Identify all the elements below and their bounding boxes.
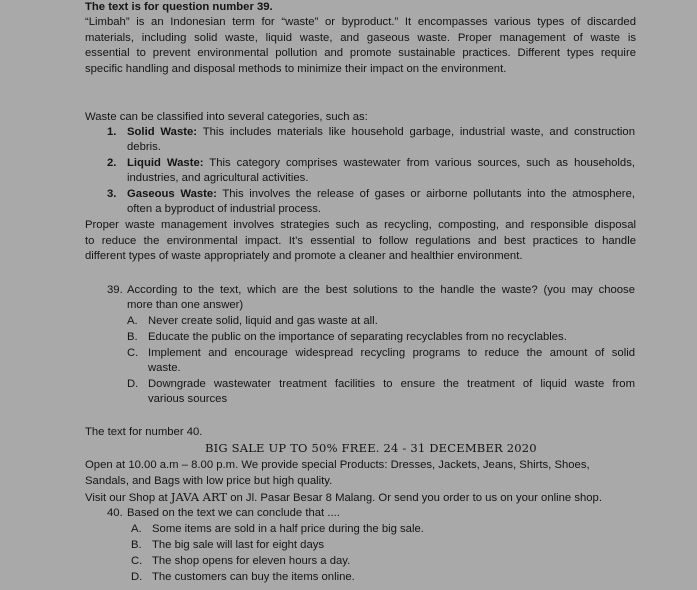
option-d[interactable]: The customers can buy the items online.: [152, 571, 355, 583]
option-letter: A.: [127, 315, 138, 327]
question-39-reference: The text is for question number 39.: [85, 1, 273, 13]
intro-line: essential to prevent environmental pollution and promote sustainable practices. Different types require: [85, 47, 636, 59]
closing-line: to reduce the environmental impact. It’s essential to follow regulations and best practices to handle: [85, 235, 636, 247]
option-letter: C.: [131, 555, 143, 567]
category-desc-cont: industries, and agricultural activities.: [127, 172, 309, 184]
category-desc-cont: often a byproduct of industrial process.: [127, 203, 322, 215]
visit-line: [85, 490, 602, 506]
list-number: 1.: [107, 126, 117, 138]
question-number: 39.: [107, 284, 123, 296]
sale-headline: BIG SALE UP TO 50% FREE. 24 - 31 DECEMBER 2020: [205, 441, 537, 455]
category-desc-cont: debris.: [127, 141, 161, 153]
option-a[interactable]: Never create solid, liquid and gas waste at all.: [148, 315, 378, 327]
option-c[interactable]: Implement and encourage widespread recycling programs to reduce the amount of solid: [148, 347, 635, 359]
option-b[interactable]: The big sale will last for eight days: [152, 539, 325, 551]
category-term: Liquid Waste:: [127, 157, 204, 169]
category-desc: This includes materials like household garbage, industrial waste, and construction: [202, 126, 636, 138]
intro-line: “Limbah” is an Indonesian term for “waste” or byproduct.” It encompasses various types of discarded: [85, 16, 636, 28]
category-desc: This involves the release of gases or airborne pollutants into the atmosphere,: [222, 188, 635, 200]
closing-line: Proper waste management involves strategies such as recycling, composting, and responsible disposal: [85, 219, 636, 231]
option-c-cont[interactable]: waste.: [148, 362, 181, 374]
intro-line: specific handling and disposal methods to minimize their impact on the environment.: [85, 63, 507, 75]
category-desc: This category comprises wastewater from various sources, such as households,: [209, 157, 635, 169]
visit-pre: Visit our Shop at: [85, 492, 171, 504]
list-number: 2.: [107, 157, 117, 169]
option-letter: C.: [127, 347, 139, 359]
closing-line: different types of waste appropriately and promote a cleaner and healthier environment.: [85, 250, 523, 262]
option-letter: A.: [131, 523, 142, 535]
question-stem-cont: more than one answer): [127, 299, 244, 311]
option-b[interactable]: Educate the public on the importance of separating recyclables from no recyclables.: [148, 331, 567, 343]
question-number: 40.: [107, 507, 123, 519]
option-d[interactable]: Downgrade wastewater treatment facilities to ensure the treatment of liquid waste from: [148, 378, 635, 390]
question-stem: Based on the text we can conclude that ....: [127, 507, 340, 519]
category-term: Solid Waste:: [127, 126, 198, 138]
option-a[interactable]: Some items are sold in a half price during the big sale.: [152, 523, 424, 535]
visit-post: on Jl. Pasar Besar 8 Malang. Or send you order to us on your online shop.: [227, 492, 602, 504]
sale-body-cont: Sandals, and Bags with low price but high quality.: [85, 475, 333, 487]
question-stem: According to the text, which are the best solutions to the handle the waste? (you may choose: [127, 284, 635, 296]
list-number: 3.: [107, 188, 117, 200]
option-letter: D.: [131, 571, 143, 583]
category-term: Gaseous Waste:: [127, 188, 217, 200]
shop-name: JAVA ART: [170, 490, 228, 504]
text-40-lead: The text for number 40.: [85, 426, 203, 438]
intro-line: materials, including solid waste, liquid waste, and gaseous waste. Proper management of waste is: [85, 32, 636, 44]
option-letter: B.: [131, 539, 142, 551]
option-letter: D.: [127, 378, 139, 390]
option-letter: B.: [127, 331, 138, 343]
classification-lead: Waste can be classified into several categories, such as:: [85, 111, 368, 123]
option-c[interactable]: The shop opens for eleven hours a day.: [152, 555, 351, 567]
option-d-cont[interactable]: various sources: [148, 393, 228, 405]
sale-body: Open at 10.00 a.m – 8.00 p.m. We provide special Products: Dresses, Jackets, Jeans, Shirts, Shoes,: [85, 459, 590, 471]
